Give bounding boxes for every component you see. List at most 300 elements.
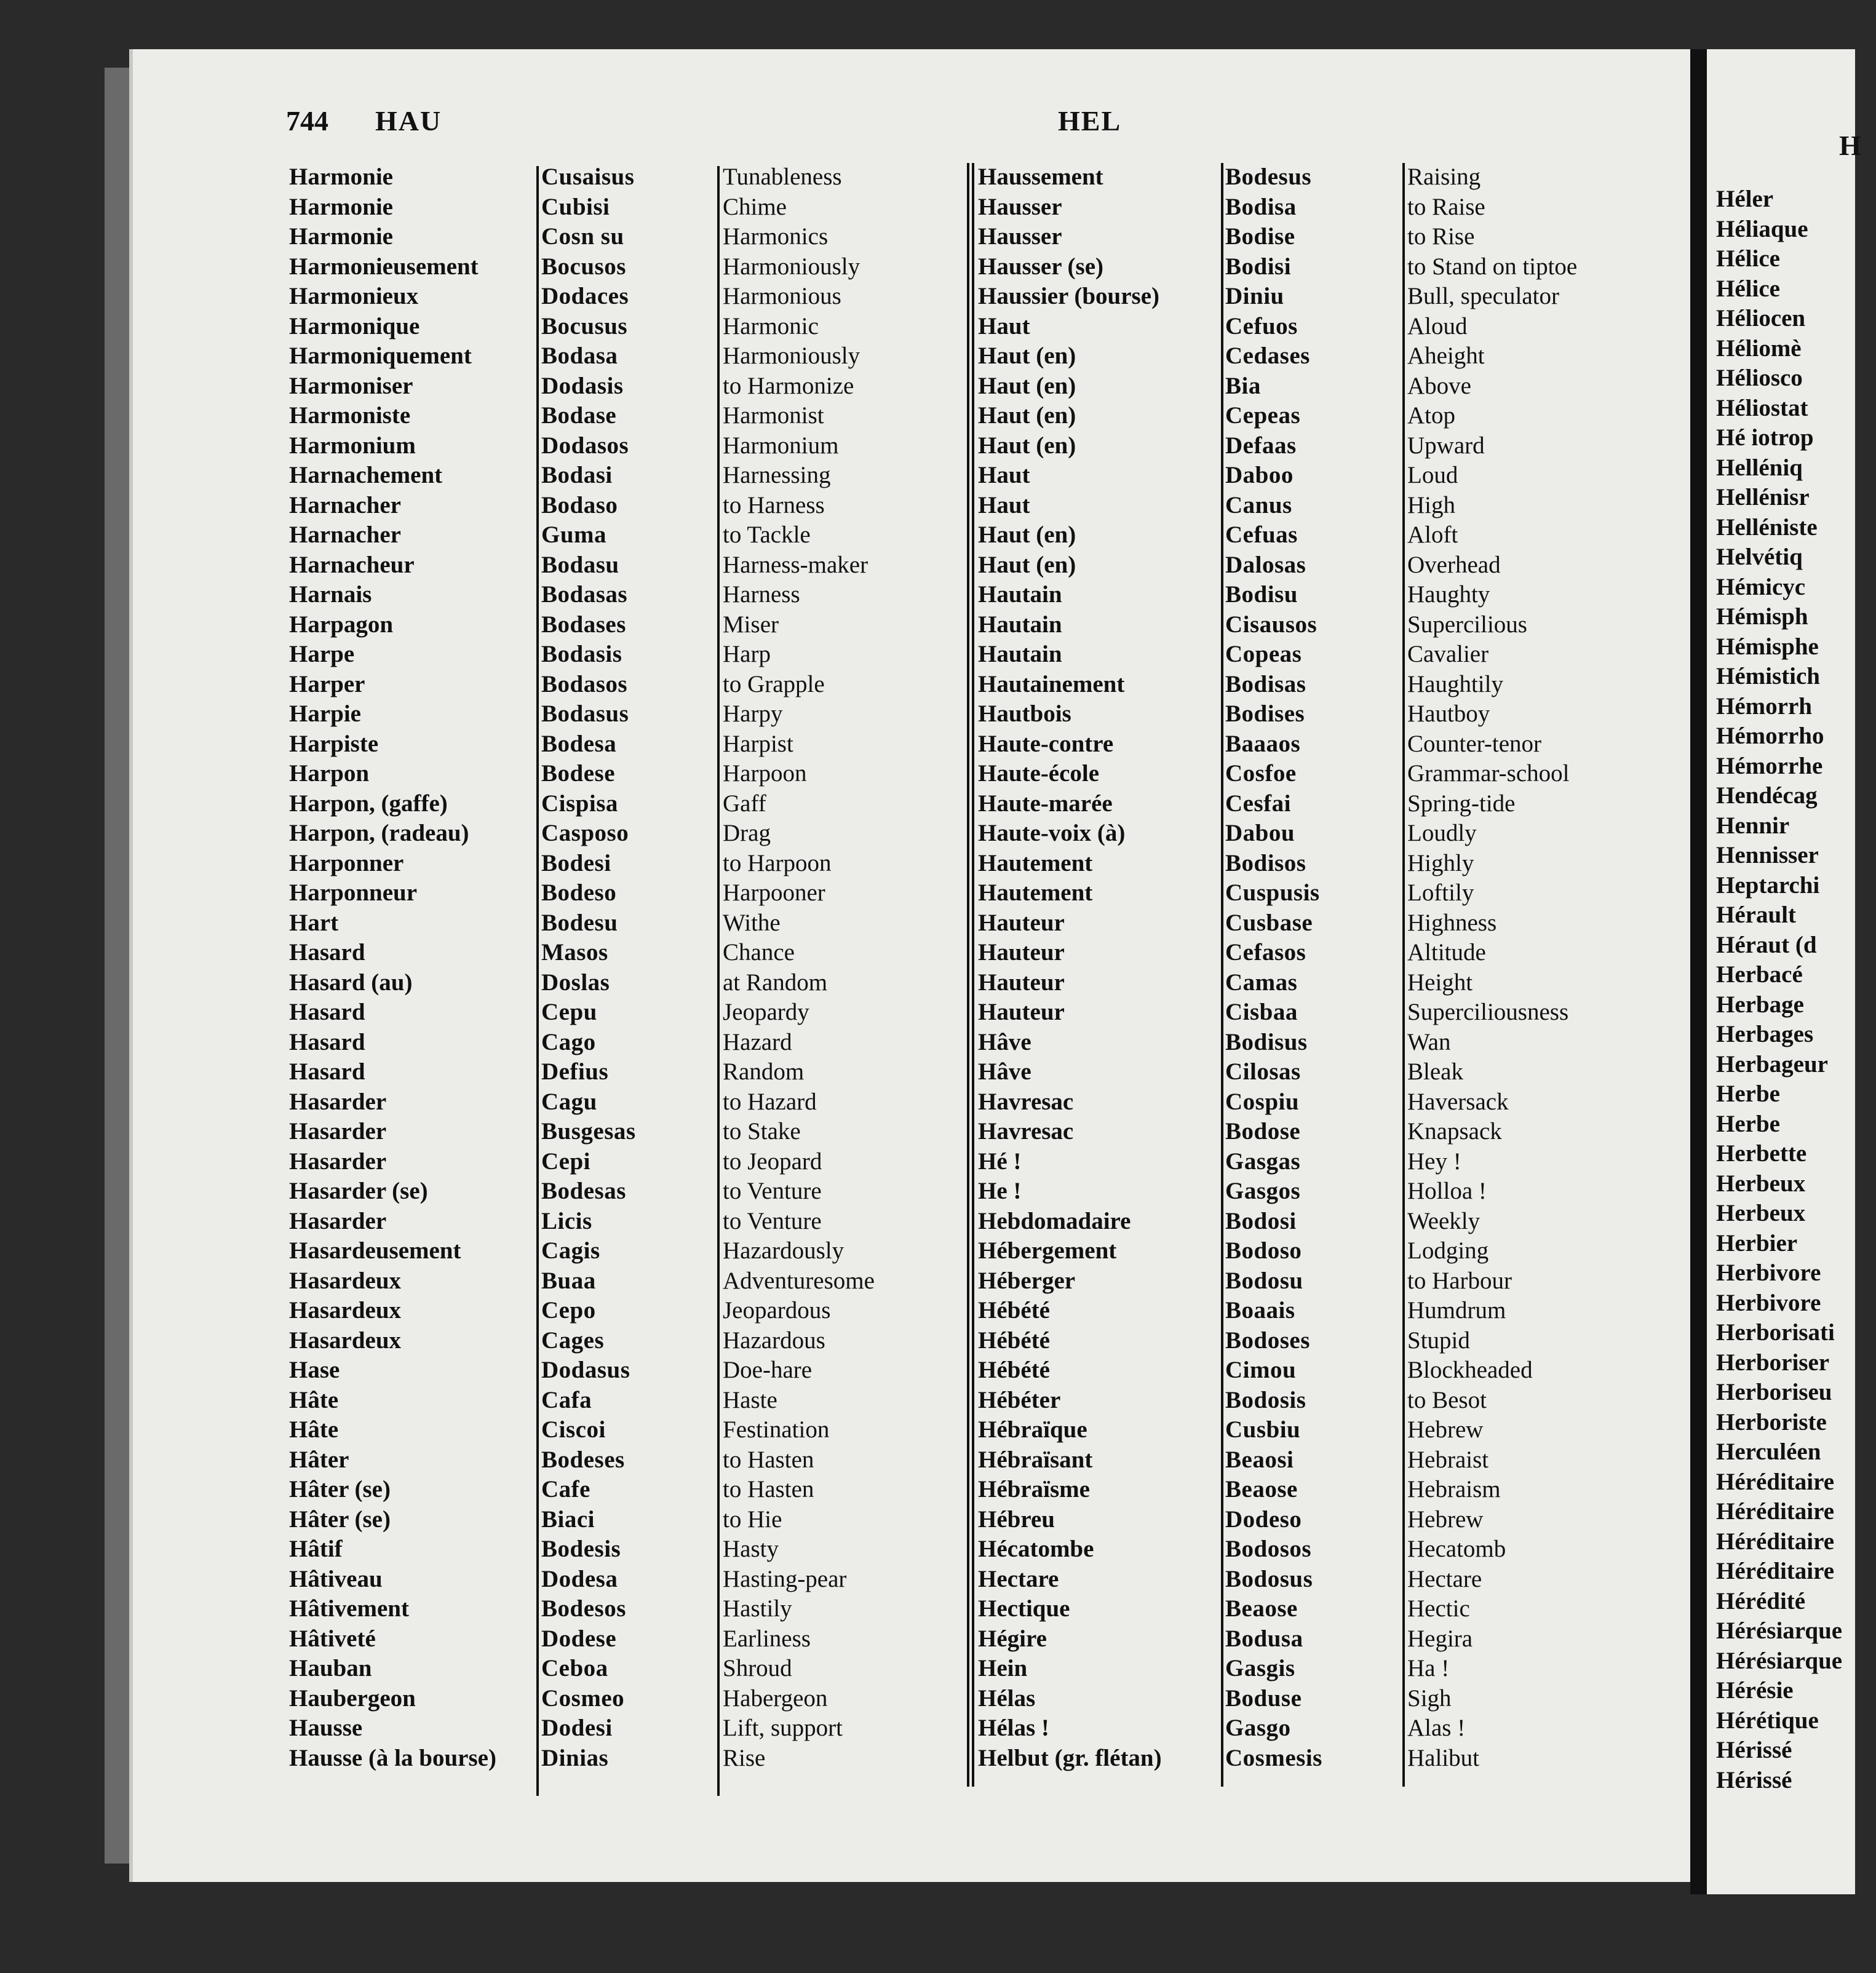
dictionary-entry: Bodesus <box>1225 164 1312 190</box>
dictionary-entry: Defius <box>541 1058 609 1085</box>
dictionary-entry: Chance <box>723 939 795 966</box>
dictionary-entry: Hectic <box>1407 1595 1470 1622</box>
dictionary-entry: Cilosas <box>1225 1058 1301 1085</box>
dictionary-entry: Tunableness <box>723 164 842 190</box>
dictionary-entry: Baaaos <box>1225 730 1301 757</box>
dictionary-entry: Harmonie <box>289 164 393 190</box>
dictionary-entry: Casposo <box>541 820 629 846</box>
dictionary-entry: at Random <box>723 969 828 996</box>
dictionary-entry: Hasard (au) <box>289 969 413 996</box>
dictionary-entry: Dodeso <box>1225 1506 1302 1533</box>
dictionary-entry: Hasard <box>289 1058 365 1085</box>
dictionary-entry: Héréditaire <box>1716 1498 1835 1525</box>
dictionary-entry: Hasarder <box>289 1148 387 1175</box>
dictionary-entry: Bodasas <box>541 581 628 608</box>
dictionary-entry: Héler <box>1716 186 1774 212</box>
dictionary-entry: Hébraïsant <box>978 1446 1093 1473</box>
dictionary-entry: to Rise <box>1407 223 1475 250</box>
dictionary-entry: Hémistich <box>1716 663 1820 689</box>
dictionary-entry: Héraut (d <box>1716 931 1817 958</box>
dictionary-entry: Cuspusis <box>1225 879 1320 906</box>
column-rule <box>972 163 974 1787</box>
dictionary-entry: Bodosos <box>1225 1536 1312 1562</box>
dictionary-entry: Bodesas <box>541 1178 626 1204</box>
dictionary-entry: Hérissé <box>1716 1766 1792 1793</box>
dictionary-entry: Hautain <box>978 641 1062 667</box>
dictionary-entry: Haut (en) <box>978 402 1076 429</box>
header-left-guideword: HAU <box>375 105 442 137</box>
dictionary-entry: Cafa <box>541 1386 592 1413</box>
dictionary-entry: Harpe <box>289 641 355 667</box>
dictionary-entry: Herboriste <box>1716 1408 1827 1435</box>
dictionary-entry: Atop <box>1407 402 1455 429</box>
dictionary-entry: Hérésiarque <box>1716 1618 1843 1644</box>
dictionary-entry: Knapsack <box>1407 1118 1502 1145</box>
dictionary-entry: Hâve <box>978 1058 1031 1085</box>
dictionary-entry: Earliness <box>723 1625 811 1652</box>
dictionary-entry: Herbe <box>1716 1081 1780 1107</box>
dictionary-entry: Haut (en) <box>978 551 1076 578</box>
code-column-left <box>541 162 713 1773</box>
dictionary-entry: Spring-tide <box>1407 790 1516 817</box>
dictionary-entry: Ciscoi <box>541 1416 606 1443</box>
dictionary-entry: Helbut (gr. flétan) <box>978 1744 1162 1771</box>
dictionary-entry: Random <box>723 1058 805 1085</box>
dictionary-entry: to Jeopard <box>723 1148 822 1175</box>
dictionary-entry: Harmonie <box>289 223 393 250</box>
dictionary-entry: Cusbase <box>1225 909 1313 936</box>
dictionary-entry: Cedases <box>1225 343 1310 369</box>
dictionary-entry: Cafe <box>541 1476 590 1503</box>
dictionary-entry: Héréditaire <box>1716 1528 1835 1555</box>
dictionary-entry: Bia <box>1225 372 1261 399</box>
dictionary-entry: Harmoniste <box>289 402 411 429</box>
dictionary-entry: Hey ! <box>1407 1148 1461 1175</box>
dictionary-entry: Harmonique <box>289 312 420 339</box>
dictionary-entry: Doslas <box>541 969 610 996</box>
dictionary-entry: Wan <box>1407 1028 1451 1055</box>
dictionary-entry: Bodesos <box>541 1595 626 1622</box>
dictionary-entry: High <box>1407 491 1455 518</box>
dictionary-entry: Altitude <box>1407 939 1486 966</box>
dictionary-entry: Haussement <box>978 164 1103 190</box>
dictionary-entry: Bodisa <box>1225 193 1297 220</box>
dictionary-entry: Licis <box>541 1207 592 1234</box>
dictionary-entry: Copeas <box>1225 641 1302 667</box>
dictionary-entry: Hébergement <box>978 1237 1117 1264</box>
dictionary-entry: Cepo <box>541 1297 596 1324</box>
dictionary-entry: Harmonics <box>723 223 829 250</box>
dictionary-entry: Cavalier <box>1407 641 1489 667</box>
dictionary-entry: Bodisus <box>1225 1028 1308 1055</box>
dictionary-entry: Lodging <box>1407 1237 1489 1264</box>
dictionary-entry: Cepu <box>541 999 597 1025</box>
dictionary-entry: Holloa ! <box>1407 1178 1487 1204</box>
column-rule <box>536 166 539 1796</box>
dictionary-entry: Hauteur <box>978 939 1065 966</box>
dictionary-entry: Hellénisr <box>1716 484 1810 510</box>
dictionary-entry: Ha ! <box>1407 1655 1450 1681</box>
dictionary-entry: Hérédité <box>1716 1587 1806 1614</box>
dictionary-entry: Harper <box>289 670 365 697</box>
dictionary-entry: Hautement <box>978 879 1093 906</box>
dictionary-entry: Dodesi <box>541 1715 613 1741</box>
dictionary-entry: Herborisati <box>1716 1319 1835 1346</box>
dictionary-entry: Hâtiveau <box>289 1565 383 1592</box>
dictionary-entry: Bodise <box>1225 223 1295 250</box>
dictionary-entry: to Hazard <box>723 1088 817 1115</box>
dictionary-entry: Bocusos <box>541 253 626 280</box>
dictionary-entry: Blockheaded <box>1407 1357 1533 1383</box>
dictionary-entry: Harpon, (gaffe) <box>289 790 448 817</box>
dictionary-entry: Hébété <box>978 1297 1050 1324</box>
dictionary-entry: Hâter (se) <box>289 1476 391 1503</box>
dictionary-entry: to Stake <box>723 1118 801 1145</box>
code-column-right <box>1225 162 1397 1773</box>
dictionary-entry: Hasardeux <box>289 1297 402 1324</box>
dictionary-entry: Gaff <box>723 790 766 817</box>
dictionary-entry: Hébraïque <box>978 1416 1087 1443</box>
dictionary-entry: Cepi <box>541 1148 590 1175</box>
dictionary-entry: Cefasos <box>1225 939 1306 966</box>
dictionary-entry: Hein <box>978 1655 1028 1681</box>
dictionary-entry: Harnacheur <box>289 551 415 578</box>
dictionary-entry: Hasard <box>289 939 365 966</box>
dictionary-entry: Cago <box>541 1028 596 1055</box>
dictionary-entry: Hazardously <box>723 1237 845 1264</box>
dictionary-entry: Miser <box>723 611 779 638</box>
english-column-left <box>723 162 956 1773</box>
dictionary-entry: to Hasten <box>723 1476 814 1503</box>
dictionary-entry: Gasgo <box>1225 1715 1291 1741</box>
dictionary-entry: Hasarder <box>289 1118 387 1145</box>
dictionary-entry: Harmonic <box>723 312 819 339</box>
page-gutter <box>1690 49 1707 1894</box>
dictionary-entry: Hébété <box>978 1357 1050 1383</box>
dictionary-entry: to Harpoon <box>723 849 832 876</box>
dictionary-entry: Grammar-school <box>1407 760 1570 787</box>
column-rule <box>1402 163 1405 1787</box>
dictionary-entry: Héliaque <box>1716 215 1808 242</box>
dictionary-entry: Hebrew <box>1407 1416 1484 1443</box>
dictionary-entry: Height <box>1407 969 1473 996</box>
french-column-next-page <box>1716 185 1876 1795</box>
dictionary-entry: Rise <box>723 1744 766 1771</box>
dictionary-entry: Hectique <box>978 1595 1070 1622</box>
dictionary-entry: Herbageur <box>1716 1050 1828 1078</box>
dictionary-entry: Harpy <box>723 701 783 727</box>
dictionary-entry: Bleak <box>1407 1058 1463 1085</box>
dictionary-entry: Havresac <box>978 1088 1074 1115</box>
dictionary-entry: Bodases <box>541 611 626 638</box>
dictionary-entry: to Venture <box>723 1207 822 1234</box>
dictionary-entry: Bodesi <box>541 849 611 876</box>
dictionary-entry: Cosmeo <box>541 1685 625 1712</box>
dictionary-entry: Herbivore <box>1716 1289 1821 1316</box>
dictionary-entry: Harponneur <box>289 879 418 906</box>
dictionary-entry: Hécatombe <box>978 1536 1094 1562</box>
dictionary-entry: Counter-tenor <box>1407 730 1541 757</box>
dictionary-entry: Harnachement <box>289 462 443 488</box>
dictionary-entry: Overhead <box>1407 551 1501 578</box>
dictionary-entry: Boaais <box>1225 1297 1295 1324</box>
dictionary-entry: Habergeon <box>723 1685 828 1712</box>
dictionary-entry: Diniu <box>1225 283 1284 309</box>
dictionary-entry: to Tackle <box>723 522 811 548</box>
dictionary-entry: Harmonie <box>289 193 393 220</box>
dictionary-entry: Herbeux <box>1716 1200 1806 1226</box>
dictionary-entry: Haute-école <box>978 760 1100 787</box>
dictionary-entry: Hélas ! <box>978 1715 1049 1741</box>
dictionary-entry: Bodasis <box>541 641 622 667</box>
dictionary-entry: Hémorrho <box>1716 723 1824 749</box>
dictionary-entry: Harpoon <box>723 760 807 787</box>
dictionary-entry: Cepeas <box>1225 402 1301 429</box>
dictionary-entry: Hecatomb <box>1407 1536 1506 1562</box>
dictionary-entry: Drag <box>723 820 771 846</box>
dictionary-entry: Cosfoe <box>1225 760 1297 787</box>
dictionary-entry: Hautain <box>978 611 1062 638</box>
dictionary-entry: Hâter <box>289 1446 349 1473</box>
dictionary-entry: Hérissé <box>1716 1737 1792 1763</box>
dictionary-entry: Hart <box>289 909 339 936</box>
dictionary-entry: Hausser <box>978 223 1062 250</box>
dictionary-entry: Haut (en) <box>978 372 1076 399</box>
dictionary-entry: to Raise <box>1407 193 1485 220</box>
column-rule <box>967 163 969 1787</box>
dictionary-entry: Hélioscо <box>1716 365 1803 391</box>
dictionary-entry: Defaas <box>1225 432 1297 459</box>
dictionary-entry: Dodasis <box>541 372 624 399</box>
dictionary-entry: Hâtiveté <box>289 1625 376 1652</box>
dictionary-entry: Bodasus <box>541 701 629 727</box>
dictionary-entry: Hase <box>289 1357 340 1383</box>
dictionary-entry: Above <box>1407 372 1471 399</box>
dictionary-entry: Herbage <box>1716 991 1804 1018</box>
dictionary-entry: Hennisser <box>1716 842 1819 868</box>
dictionary-entry: Herbier <box>1716 1229 1798 1256</box>
dictionary-entry: Cisbaa <box>1225 999 1298 1025</box>
dictionary-entry: Héliostat <box>1716 394 1808 421</box>
dictionary-entry: Cusaisus <box>541 164 635 190</box>
dictionary-entry: Hasard <box>289 999 365 1025</box>
dictionary-entry: Loftily <box>1407 879 1474 906</box>
dictionary-entry: Cusbiu <box>1225 1416 1301 1443</box>
dictionary-entry: Haut <box>978 491 1030 518</box>
dictionary-entry: Cosn su <box>541 223 624 250</box>
dictionary-entry: Cagis <box>541 1237 600 1264</box>
dictionary-entry: Ceboa <box>541 1655 608 1681</box>
dictionary-entry: Hasting-pear <box>723 1565 847 1592</box>
dictionary-entry: Hausser (se) <box>978 253 1104 280</box>
dictionary-entry: Heptarchi <box>1716 871 1820 899</box>
dictionary-entry: Hasarder <box>289 1207 387 1234</box>
dictionary-entry: Cefuas <box>1225 522 1298 548</box>
dictionary-entry: Bodesa <box>541 730 617 757</box>
dictionary-entry: Beaose <box>1225 1476 1298 1503</box>
dictionary-entry: Bodusa <box>1225 1625 1303 1652</box>
dictionary-entry: Haute-contre <box>978 730 1114 757</box>
dictionary-entry: Haut (en) <box>978 522 1076 548</box>
dictionary-entry: Harpon, (radeau) <box>289 820 469 846</box>
dictionary-entry: Cisausos <box>1225 611 1318 638</box>
dictionary-entry: Dodasus <box>541 1357 630 1383</box>
dictionary-entry: Humdrum <box>1407 1297 1506 1324</box>
dictionary-entry: Cesfai <box>1225 790 1291 817</box>
dictionary-entry: Adventuresome <box>723 1267 875 1294</box>
dictionary-entry: Harpist <box>723 730 793 757</box>
dictionary-entry: Harnessing <box>723 462 831 488</box>
dictionary-entry: to Hasten <box>723 1446 814 1473</box>
dictionary-entry: Hâtif <box>289 1536 343 1562</box>
dictionary-entry: to Venture <box>723 1178 822 1204</box>
dictionary-entry: Hasard <box>289 1028 365 1055</box>
dictionary-entry: Hélice <box>1716 245 1780 272</box>
dictionary-entry: Hazardous <box>723 1327 825 1354</box>
dictionary-entry: Hâte <box>289 1416 339 1443</box>
dictionary-entry: Hébéter <box>978 1386 1061 1413</box>
dictionary-entry: Haversack <box>1407 1088 1509 1115</box>
dictionary-entry: Dalosas <box>1225 551 1306 578</box>
dictionary-entry: Aheight <box>1407 343 1485 369</box>
dictionary-entry: Herboriser <box>1716 1349 1830 1376</box>
dictionary-entry: Weekly <box>1407 1207 1481 1234</box>
dictionary-entry: Bodises <box>1225 701 1305 727</box>
dictionary-entry: Harmoniser <box>289 372 413 399</box>
dictionary-entry: Haste <box>723 1386 777 1413</box>
dictionary-entry: Hémicyc <box>1716 573 1806 600</box>
dictionary-entry: Biaci <box>541 1506 595 1533</box>
dictionary-entry: Harnacher <box>289 491 401 518</box>
dictionary-entry: Stupid <box>1407 1327 1470 1354</box>
dictionary-entry: Harness <box>723 581 800 608</box>
dictionary-entry: Shroud <box>723 1655 792 1681</box>
dictionary-entry: Harmonious <box>723 283 841 309</box>
dictionary-entry: Hebrew <box>1407 1506 1484 1533</box>
dictionary-entry: Héréditaire <box>1716 1468 1835 1495</box>
dictionary-entry: Hasty <box>723 1536 779 1562</box>
dictionary-entry: Buaa <box>541 1267 596 1294</box>
page-number: 744 <box>286 105 328 137</box>
dictionary-entry: Haughtily <box>1407 670 1503 697</box>
dictionary-entry: Cages <box>541 1327 605 1354</box>
dictionary-entry: Hérétique <box>1716 1707 1819 1734</box>
dictionary-entry: Dodaces <box>541 283 629 309</box>
dictionary-entry: Hâte <box>289 1386 339 1413</box>
dictionary-entry: Hegira <box>1407 1625 1473 1652</box>
dictionary-entry: Harpagon <box>289 611 394 638</box>
dictionary-entry: Hautement <box>978 849 1093 876</box>
dictionary-entry: to Stand on tiptoe <box>1407 253 1578 280</box>
dictionary-entry: to Grapple <box>723 670 825 697</box>
dictionary-entry: Harmonist <box>723 402 824 429</box>
dictionary-entry: Hastily <box>723 1595 792 1622</box>
dictionary-entry: Hérault <box>1716 902 1796 928</box>
dictionary-entry: Haut <box>978 312 1030 339</box>
dictionary-entry: Herbe <box>1716 1110 1780 1137</box>
dictionary-entry: Hebraist <box>1407 1446 1489 1473</box>
dictionary-entry: Cispisa <box>541 790 618 817</box>
dictionary-entry: Hendécag <box>1716 782 1818 809</box>
dictionary-entry: Boduse <box>1225 1685 1302 1712</box>
header-right-guideword: HEL <box>1058 105 1122 137</box>
dictionary-entry: Hasardeusement <box>289 1237 461 1264</box>
dictionary-entry: Hé iotrop <box>1716 424 1814 451</box>
dictionary-entry: Hâtivement <box>289 1595 409 1622</box>
dictionary-entry: Hémorrhe <box>1716 752 1823 779</box>
dictionary-entry: Highly <box>1407 849 1474 876</box>
dictionary-entry: Beaose <box>1225 1595 1298 1622</box>
right-page-header: H <box>1839 130 1861 161</box>
dictionary-entry: Festination <box>723 1416 830 1443</box>
dictionary-entry: Héberger <box>978 1267 1076 1294</box>
dictionary-entry: Harness-maker <box>723 551 868 578</box>
dictionary-entry: Helvétiq <box>1716 544 1803 570</box>
dictionary-entry: Harpiste <box>289 730 379 757</box>
dictionary-entry: Haut (en) <box>978 343 1076 369</box>
dictionary-entry: Harp <box>723 641 771 667</box>
dictionary-entry: to Besot <box>1407 1386 1487 1413</box>
dictionary-entry: Camas <box>1225 969 1298 996</box>
dictionary-entry: Bodoses <box>1225 1327 1310 1354</box>
dictionary-entry: Harmoniously <box>723 253 860 280</box>
dictionary-entry: Hautbois <box>978 701 1071 727</box>
dictionary-entry: Dodese <box>541 1625 617 1652</box>
english-column-right <box>1407 162 1684 1773</box>
dictionary-entry: Hautboy <box>1407 701 1490 727</box>
dictionary-entry: to Harbour <box>1407 1267 1512 1294</box>
dictionary-entry: Bodisas <box>1225 670 1306 697</box>
dictionary-entry: Bodosu <box>1225 1267 1303 1294</box>
dictionary-entry: Helléniste <box>1716 514 1818 541</box>
dictionary-entry: Hérésie <box>1716 1677 1794 1704</box>
dictionary-entry: Jeopardous <box>723 1297 831 1324</box>
dictionary-entry: Harpon <box>289 760 370 787</box>
dictionary-entry: Harmonium <box>723 432 839 459</box>
french-column-left <box>289 162 535 1773</box>
dictionary-entry: Halibut <box>1407 1744 1479 1771</box>
dictionary-entry: Lift, support <box>723 1715 843 1741</box>
dictionary-entry: Haubergeon <box>289 1685 416 1712</box>
dictionary-entry: Highness <box>1407 909 1497 936</box>
dictionary-entry: Bodase <box>541 402 617 429</box>
dictionary-entry: Bodisi <box>1225 253 1292 280</box>
dictionary-entry: Aloft <box>1407 522 1458 548</box>
dictionary-entry: Jeopardy <box>723 999 809 1025</box>
dictionary-entry: Guma <box>541 522 607 548</box>
dictionary-entry: Bodesu <box>541 909 618 936</box>
dictionary-entry: Héréditaire <box>1716 1558 1835 1584</box>
dictionary-entry: Bodasos <box>541 670 628 697</box>
dictionary-entry: Bodese <box>541 760 615 787</box>
dictionary-entry: Hégire <box>978 1625 1047 1652</box>
dictionary-entry: Bodoso <box>1225 1237 1302 1264</box>
dictionary-entry: Doe-hare <box>723 1357 813 1383</box>
dictionary-entry: Haute-voix (à) <box>978 820 1126 846</box>
dictionary-entry: Herculéen <box>1716 1439 1821 1465</box>
dictionary-entry: Harmonieusement <box>289 253 479 280</box>
dictionary-entry: Hausse <box>289 1715 363 1741</box>
dictionary-entry: Hazard <box>723 1028 792 1055</box>
dictionary-entry: Hé ! <box>978 1148 1022 1175</box>
dictionary-entry: Haughty <box>1407 581 1490 608</box>
dictionary-entry: Harmoniquement <box>289 343 472 369</box>
dictionary-entry: Herboriseu <box>1716 1379 1832 1405</box>
dictionary-entry: Bodasu <box>541 551 619 578</box>
dictionary-entry: Bodosus <box>1225 1565 1313 1592</box>
dictionary-entry: Superciliousness <box>1407 999 1569 1025</box>
dictionary-entry: Bodisos <box>1225 849 1306 876</box>
